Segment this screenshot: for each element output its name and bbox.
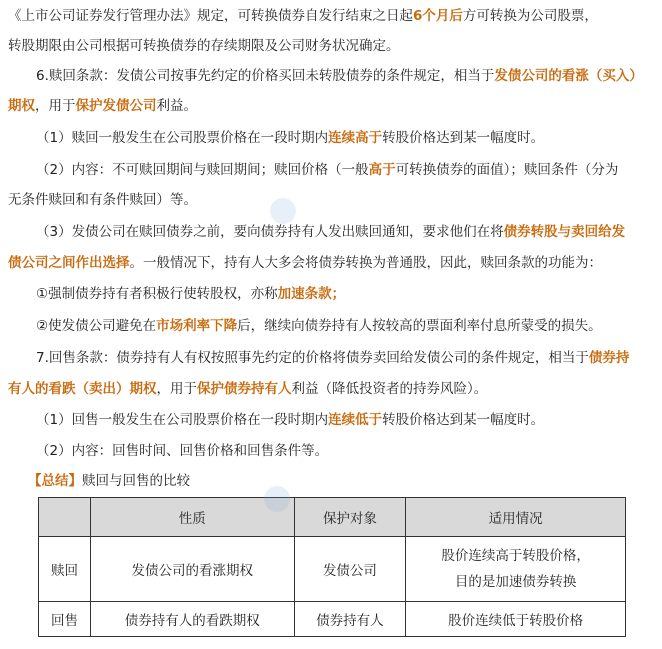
- row-protect: 债券持有人: [294, 602, 406, 637]
- usage-line: 目的是加速债券转换: [454, 574, 577, 590]
- header-cell-protect: 保护对象: [294, 498, 406, 537]
- text: 利益（降低投资者的持券风险）。: [291, 381, 488, 397]
- text: 可转换债券的面值）；赎回条件（分为: [395, 162, 619, 178]
- text: ，用于: [35, 98, 76, 114]
- paragraph-line: [8, 379, 656, 399]
- clause-6-title: [36, 66, 656, 86]
- row-usage: 股价连续低于转股价格: [406, 602, 626, 637]
- row-name: 赎回: [39, 537, 91, 602]
- highlight-text: 加速条款；: [277, 286, 346, 302]
- text: （1）赎回一般发生在公司股票价格在一段时期内: [36, 130, 329, 146]
- row-usage: [406, 537, 626, 602]
- table-row: [39, 537, 626, 602]
- row-protect: 发债公司: [294, 537, 406, 602]
- text: 利益。: [156, 98, 197, 114]
- table-header-row: [39, 498, 626, 537]
- paragraph-line: [8, 6, 656, 26]
- header-cell-nature: 性质: [90, 498, 294, 537]
- paragraph-line: [8, 253, 656, 273]
- text: 转股期限由公司根据可转换债券的存续期限及公司财务状况确定。: [8, 38, 400, 54]
- text: （3）发债公司在赎回债券之前，要向债券持有人发出赎回通知，要求他们在将: [36, 224, 504, 240]
- text: 无条件赎回和有条件赎回）等。: [8, 192, 197, 208]
- text: （2）内容：不可赎回期间与赎回期间；赎回价格（一般: [36, 162, 369, 178]
- highlight-text: 债券持: [588, 350, 630, 366]
- text: 方可转换为公司股票，: [462, 8, 598, 24]
- summary-tag: 【总结】: [28, 473, 82, 489]
- highlight-text: 高于: [368, 162, 396, 178]
- highlight-text: 保护发债公司: [75, 98, 157, 114]
- comparison-table: [38, 497, 626, 637]
- summary-heading: [28, 471, 656, 491]
- clause-6-item-2: [36, 160, 656, 180]
- text: 《上市公司证券发行管理办法》规定，可转换债券自发行结束之日起: [8, 8, 413, 24]
- clause-7-item-2: [36, 441, 656, 461]
- paragraph-line: [8, 96, 656, 116]
- function-2: [36, 316, 656, 336]
- clause-6-item-1: [36, 128, 656, 148]
- paragraph-line: [8, 36, 656, 56]
- text: ，用于: [156, 381, 197, 397]
- function-1: [36, 284, 656, 304]
- highlight-text: 期权: [8, 98, 35, 114]
- text: 转股价格达到某一幅度时。: [382, 130, 545, 146]
- usage-line: 股价连续高于转股价格，: [441, 548, 590, 564]
- row-nature: 债券持有人的看跌期权: [90, 602, 294, 637]
- clause-6-item-3: [36, 222, 656, 242]
- paragraph-line: [8, 190, 656, 210]
- highlight-text: 有人的看跌（卖出）期权: [8, 381, 157, 397]
- clause-7-title: [36, 348, 656, 368]
- summary-text: 赎回与回售的比较: [82, 473, 190, 489]
- text: 7.回售条款：债券持有人有权按照事先约定的价格将债券卖回给发债公司的条件规定，相当于: [36, 350, 589, 366]
- text: （2）内容：回售时间、回售价格和回售条件等。: [36, 443, 329, 459]
- highlight-text: 债公司之间作出选择: [8, 255, 130, 271]
- highlight-text: 6个月后: [413, 8, 463, 24]
- highlight-text: 市场利率下降: [156, 318, 238, 334]
- highlight-text: 发债公司的看涨（买入）: [494, 68, 643, 84]
- text: ①强制债券持有者积极行使转股权，亦称: [36, 286, 278, 302]
- text: （1）回售一般发生在公司股票价格在一段时期内: [36, 412, 329, 428]
- highlight-text: 连续低于: [328, 412, 383, 428]
- text: 6.赎回条款：发债公司按事先约定的价格买回未转股债券的条件规定，相当于: [36, 68, 495, 84]
- header-cell-empty: [39, 498, 91, 537]
- row-name: 回售: [39, 602, 91, 637]
- text: 后，继续向债券持有人按较高的票面利率付息所蒙受的损失。: [237, 318, 602, 334]
- row-nature: 发债公司的看涨期权: [90, 537, 294, 602]
- header-cell-usage: 适用情况: [406, 498, 626, 537]
- text: 转股价格达到某一幅度时。: [382, 412, 545, 428]
- highlight-text: 保护债券持有人: [197, 381, 292, 397]
- highlight-text: 连续高于: [328, 130, 383, 146]
- highlight-text: 债券转股与卖回给发: [503, 224, 626, 240]
- text: ②使发债公司避免在: [36, 318, 157, 334]
- clause-7-item-1: [36, 410, 656, 430]
- table-row: [39, 602, 626, 637]
- text: 。一般情况下，持有人大多会将债券转换为普通股，因此，赎回条款的功能为：: [129, 255, 602, 271]
